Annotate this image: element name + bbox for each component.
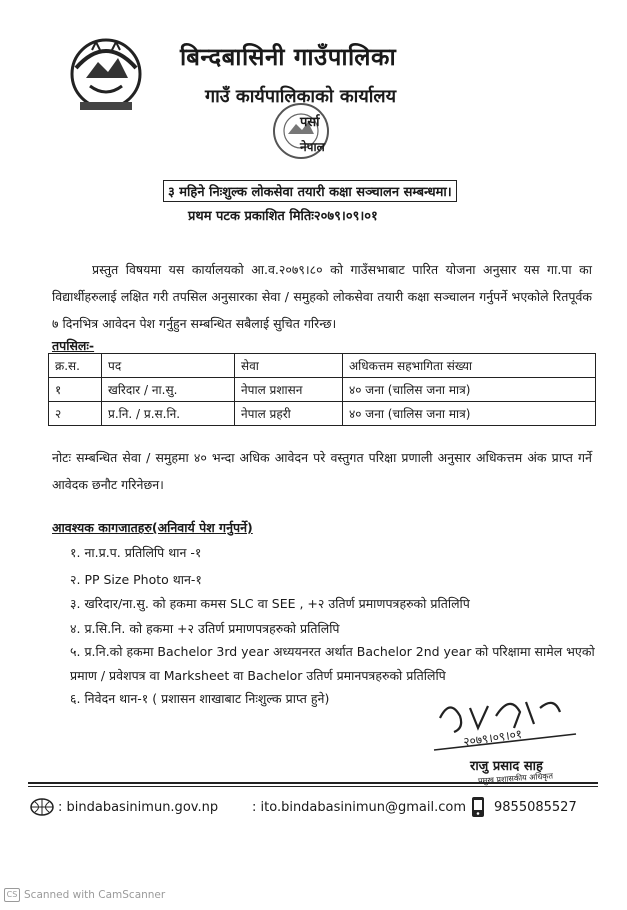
table-cell: २ <box>49 402 102 426</box>
table-header-cell: पद <box>102 354 235 378</box>
table-header-cell: क्र.स. <box>49 354 102 378</box>
letter-subject: ३ महिने निःशुल्क लोकसेवा तयारी कक्षा सञ्चालन सम्बन्धमा। <box>163 180 457 202</box>
body-paragraph: प्रस्तुत विषयमा यस कार्यालयको आ.व.२०७९।८० को गाउँसभाबाट पारित योजना अनुसार यस गा.पा का विद्यार्थीहरुलाई लक्षित गरी तपसिल अनुसारका सेवा / समुहको लोकसेवा तयारी कक्षा सञ्चालन गर्नुपर्ने भएकोले रितपूर्वक ७ दिनभित्र आवेदन पेश गर्नुहुन सम्बन्धित सबैलाई सुचित गरिन्छ। <box>52 262 592 331</box>
table-cell: ४० जना (चालिस जना मात्र) <box>343 378 596 402</box>
list-item: ६. निवेदन थान-१ ( प्रशासन शाखाबाट निःशुल्क प्राप्त हुने) <box>70 691 330 706</box>
signatory-name: राजु प्रसाद साह <box>470 759 543 774</box>
scanner-watermark-text: Scanned with CamScanner <box>24 889 166 901</box>
camscanner-logo-icon: CS <box>4 888 20 902</box>
table-cell: खरिदार / ना.सु. <box>102 378 235 402</box>
publication-date: प्रथम पटक प्रकाशित मितिः२०७९।०९।०१ <box>188 209 378 224</box>
table-header-cell: सेवा <box>235 354 343 378</box>
list-item: १. ना.प्र.प. प्रतिलिपि थान -१ <box>70 545 202 560</box>
list-item: ५. प्र.नि.को हकमा Bachelor 3rd year अध्ययनरत अर्थात Bachelor 2nd year को परिक्षामा सामेल भएको प्रमाण / प्रवेशपत्र वा Marksheet वा Bachelor उतिर्ण प्रमानपत्रहरुको प्रतिलिपि <box>70 644 595 683</box>
www-globe-icon <box>30 798 54 816</box>
posts-table <box>48 353 596 426</box>
details-label: तपसिलः- <box>52 338 95 353</box>
table-cell: १ <box>49 378 102 402</box>
office-country: नेपाल <box>300 140 325 154</box>
list-item: ४. प्र.सि.नि. को हकमा +२ उतिर्ण प्रमाणपत्रहरुको प्रतिलिपि <box>70 621 340 636</box>
note-paragraph: नोटः सम्बन्धित सेवा / समुहमा ४० भन्दा अधिक आवेदन परे वस्तुगत परिक्षा प्रणाली अनुसार अधिकत्तम अंक प्राप्त गर्ने आवेदक छनौट गरिनेछन। <box>52 450 592 492</box>
table-cell: प्र.नि. / प्र.स.नि. <box>102 402 235 426</box>
footer-divider <box>28 786 598 787</box>
list-item: ३. खरिदार/ना.सु. को हकमा कमस SLC वा SEE , +२ उतिर्ण प्रमाणपत्रहरुको प्रतिलिपि <box>70 596 470 611</box>
table-cell: नेपाल प्रहरी <box>235 402 343 426</box>
government-emblem-icon <box>62 28 150 116</box>
table-cell: ४० जना (चालिस जना मात्र) <box>343 402 596 426</box>
office-name: बिन्दबासिनी गाउँपालिका <box>180 43 397 71</box>
office-subtitle: गाउँ कार्यपालिकाको कार्यालय <box>205 86 397 107</box>
email-link[interactable]: : ito.bindabasinimun@gmail.com <box>252 800 466 815</box>
table-header-row <box>49 354 596 378</box>
signature-scribble <box>430 688 580 758</box>
scanner-watermark <box>4 888 165 902</box>
table-row <box>49 378 596 402</box>
requirements-title: आवश्यक कागजातहरु(अनिवार्य पेश गर्नुपर्ने) <box>52 520 253 535</box>
table-header-cell: अधिकत्तम सहभागिता संख्या <box>343 354 596 378</box>
table-cell: नेपाल प्रशासन <box>235 378 343 402</box>
office-address: पर्सा <box>300 115 320 130</box>
table-row <box>49 402 596 426</box>
phone-number[interactable]: 9855085527 <box>494 800 577 815</box>
signature-date: २०७९।०९।०१ <box>462 726 523 749</box>
signatory-designation: प्रमुख प्रशासकीय अधिकृत <box>477 771 554 786</box>
footer-divider <box>28 782 598 784</box>
list-item: २. PP Size Photo थान-१ <box>70 572 202 587</box>
website-link[interactable]: : bindabasinimun.gov.np <box>58 800 219 815</box>
mobile-phone-icon <box>471 796 485 818</box>
